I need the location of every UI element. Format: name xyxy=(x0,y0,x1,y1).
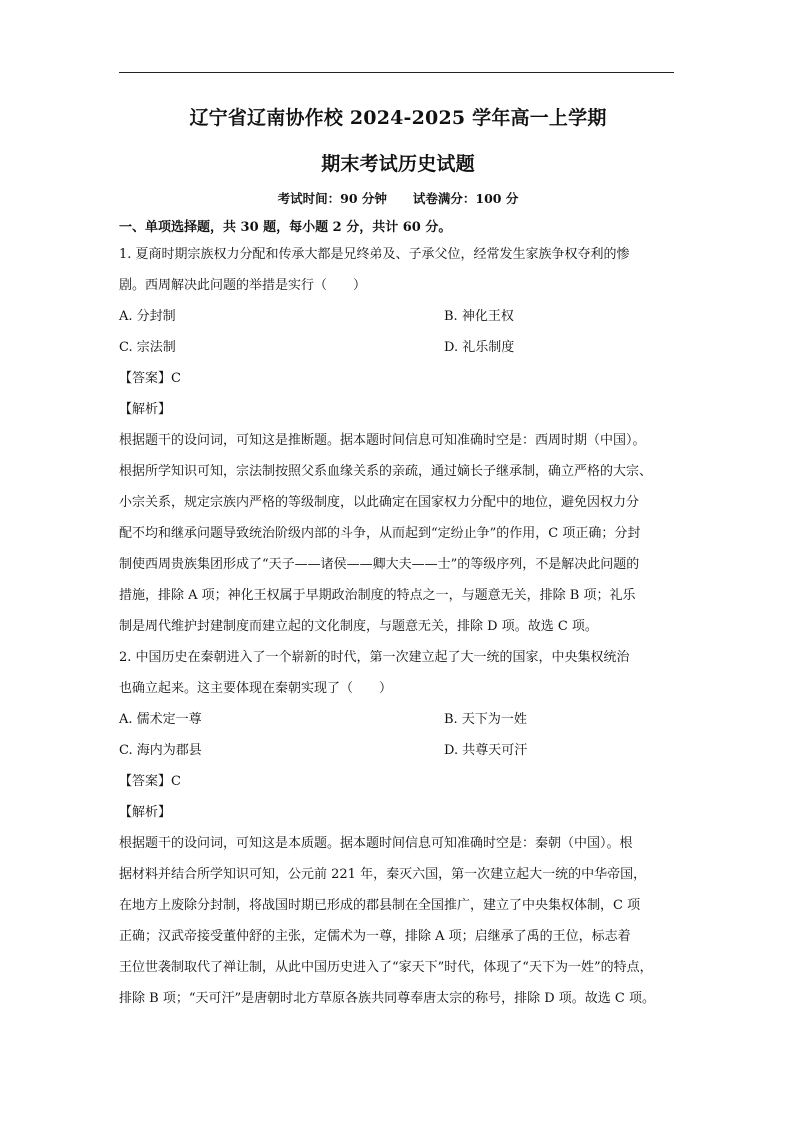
page-title-line1: 辽宁省辽南协作校 2024-2025 学年高一上学期 xyxy=(189,107,607,129)
option-row xyxy=(119,704,677,735)
analysis-line: 根据题干的设问词，可知这是本质题。据本题时间信息可知准确时空是：秦朝（中国）。根 xyxy=(119,836,633,851)
question-stem-line: 剧。西周解决此问题的举措是实行（ ） xyxy=(119,278,367,293)
full-score: 试卷满分：100 分 xyxy=(412,191,519,206)
option-a: A. 分封制 xyxy=(119,309,176,324)
analysis-line: 根据题干的设问词，可知这是推断题。据本题时间信息可知准确时空是：西周时期（中国）。 xyxy=(119,433,646,448)
page-title-line2: 期末考试历史试题 xyxy=(321,153,475,175)
analysis-line: 据材料并结合所学知识可知，公元前 221 年，秦灭六国，第一次建立起大一统的中华帝国， xyxy=(119,867,647,882)
option-b: B. 神化王权 xyxy=(444,309,514,324)
analysis-label: 【解析】 xyxy=(119,805,172,820)
option-row xyxy=(119,332,677,363)
section-heading: 一、单项选择题，共 30 题，每小题 2 分，共计 60 分。 xyxy=(119,220,452,235)
exam-time: 考试时间：90 分钟 xyxy=(277,191,387,206)
analysis-label: 【解析】 xyxy=(119,402,172,417)
analysis-line: 措施，排除 A 项；神化王权属于早期政治制度的特点之一，与题意无关，排除 B 项；礼乐 xyxy=(119,588,636,603)
option-b: B. 天下为一姓 xyxy=(444,712,527,727)
analysis-line: 制是周代维护封建制度而建立起的文化制度，与题意无关，排除 D 项。故选 C 项。 xyxy=(119,619,598,634)
question-stem-line: 也确立起来。这主要体现在秦朝实现了（ ） xyxy=(119,681,393,696)
analysis-line: 排除 B 项；“天可汗”是唐朝时北方草原各族共同尊奉唐太宗的称号，排除 D 项。故选 C 项。 xyxy=(119,991,656,1006)
option-c: C. 宗法制 xyxy=(119,340,176,355)
question-2 xyxy=(119,642,677,1014)
analysis-line: 制使西周贵族集团形成了“天子——诸侯——卿大夫——士”的等级序列，不是解决此问题的 xyxy=(119,557,640,572)
answer-label: 【答案】C xyxy=(119,774,181,789)
option-row xyxy=(119,735,677,766)
answer-label: 【答案】C xyxy=(119,371,181,386)
analysis-line: 根据所学知识可知，宗法制按照父系血缘关系的亲疏，通过嫡长子继承制，确立严格的大宗、 xyxy=(119,464,653,479)
exam-meta xyxy=(119,189,677,209)
analysis-line: 配不均和继承问题导致统治阶级内部的斗争，从而起到“定纷止争”的作用，C 项正确；分封 xyxy=(119,526,641,541)
header-rule xyxy=(119,72,674,73)
document-body xyxy=(119,96,677,1014)
option-c: C. 海内为郡县 xyxy=(119,743,202,758)
question-stem-line: 2. 中国历史在秦朝进入了一个崭新的时代，第一次建立起了大一统的国家，中央集权统治 xyxy=(119,650,630,665)
analysis-line: 在地方上废除分封制，将战国时期已形成的郡县制在全国推广，建立了中央集权体制，C 项 xyxy=(119,898,641,913)
option-row xyxy=(119,301,677,332)
analysis-line: 正确；汉武帝接受董仲舒的主张，定儒术为一尊，排除 A 项；启继承了禹的王位，标志着 xyxy=(119,929,631,944)
analysis-line: 小宗关系，规定宗族内严格的等级制度，以此确定在国家权力分配中的地位，避免因权力分 xyxy=(119,495,640,510)
question-stem-line: 1. 夏商时期宗族权力分配和传承大都是兄终弟及、子承父位，经常发生家族争权夺利的惨 xyxy=(119,247,630,262)
option-a: A. 儒术定一尊 xyxy=(119,712,202,727)
analysis-line: 王位世袭制取代了禅让制，从此中国历史进入了“家天下”时代，体现了“天下为一姓”的特点， xyxy=(119,960,653,975)
question-1 xyxy=(119,239,677,642)
option-d: D. 共尊天可汗 xyxy=(444,743,528,758)
option-d: D. 礼乐制度 xyxy=(444,340,515,355)
